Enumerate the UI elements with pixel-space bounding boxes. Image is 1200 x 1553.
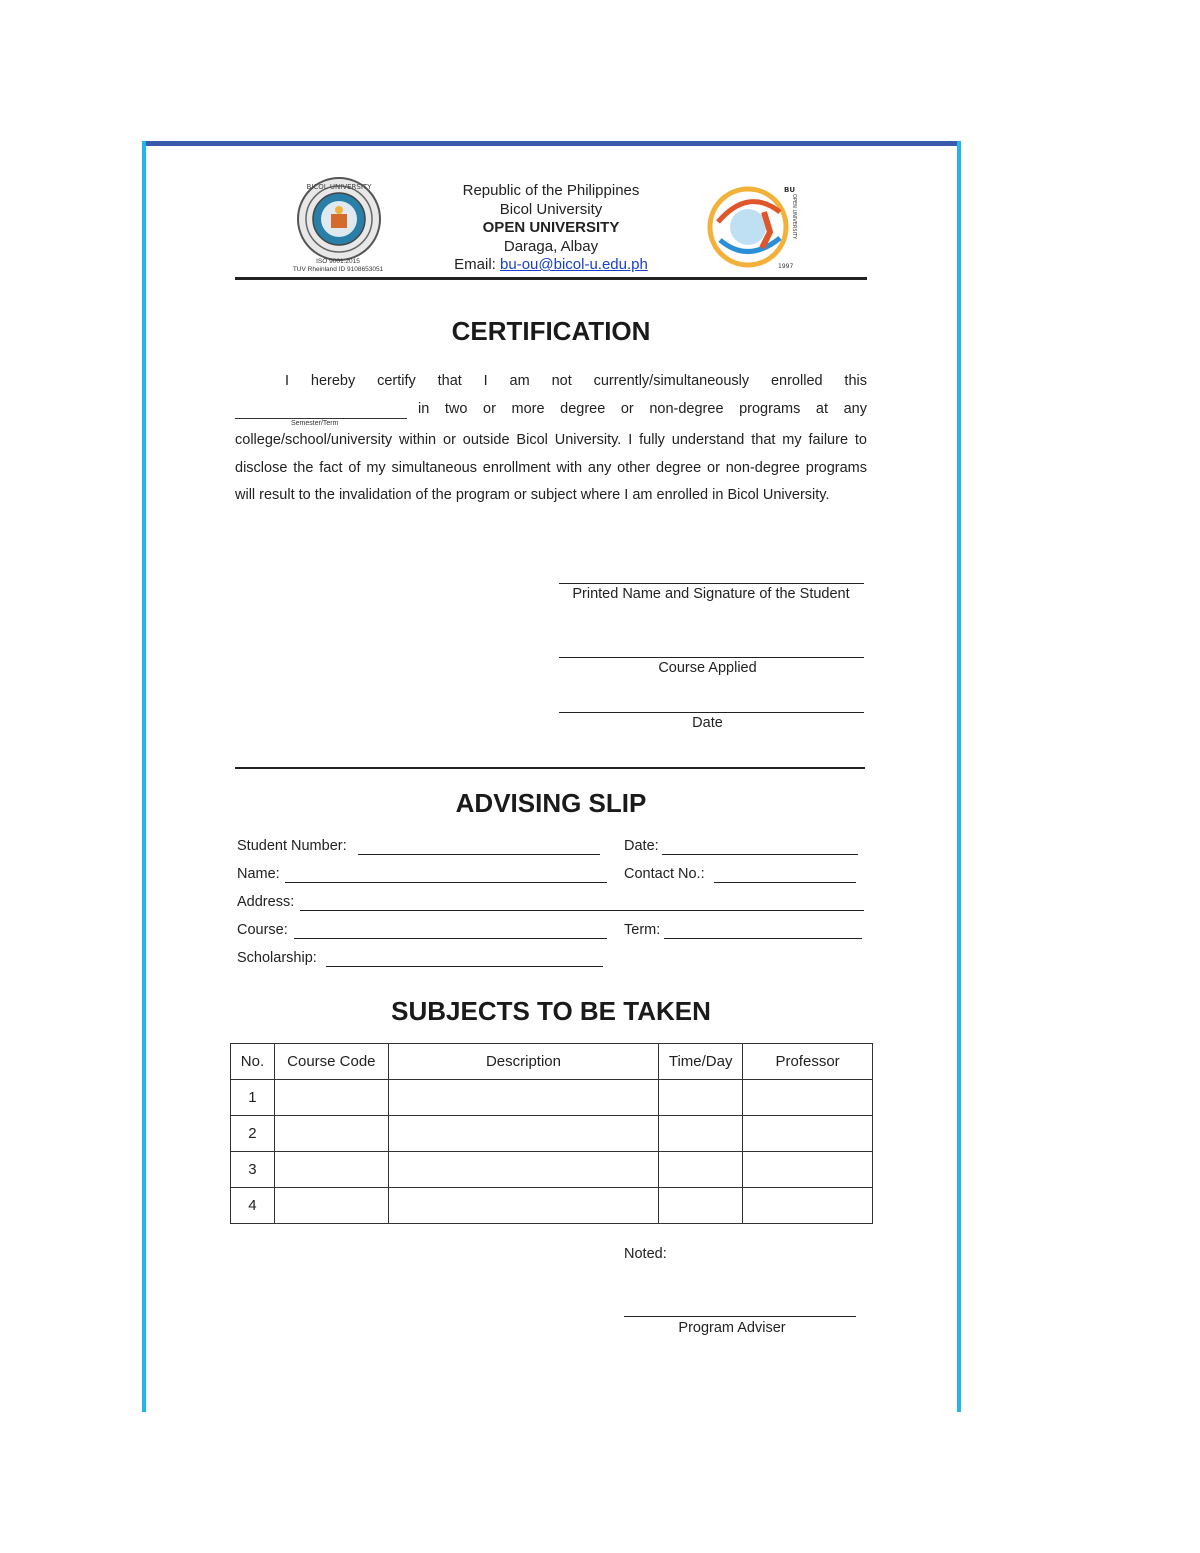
student-signature-label: Printed Name and Signature of the Student [572,586,850,602]
subjects-title: SUBJECTS TO BE TAKEN [391,996,711,1026]
iso-line-1: ISO 9001:2015 [316,258,360,265]
email-label: Email: [454,256,496,273]
course-applied-line[interactable] [559,657,864,658]
time-day-cell[interactable] [659,1188,743,1224]
table-row [231,1116,873,1152]
row-number: 2 [231,1116,275,1152]
time-day-cell[interactable] [659,1080,743,1116]
column-header-description: Description [388,1044,658,1080]
professor-cell[interactable] [743,1116,873,1152]
course-code-cell[interactable] [274,1188,388,1224]
advising-slip-title: ADVISING SLIP [455,788,647,818]
column-header-professor: Professor [743,1044,873,1080]
certification-line-1 [235,373,867,389]
ou-logo-top-text: BU [784,186,796,194]
row-number: 1 [231,1080,275,1116]
description-cell[interactable] [388,1116,658,1152]
table-row [231,1080,873,1116]
iso-certification [280,258,396,274]
certification-line-1-text: I hereby certify that I am not currently/simultaneously enrolled this [285,373,867,389]
row-number: 3 [231,1152,275,1188]
header-email-row [430,256,672,275]
email-link[interactable]: bu-ou@bicol-u.edu.ph [500,256,648,273]
name-label: Name: [237,866,280,882]
date-label: Date: [624,838,659,854]
contact-number-field[interactable] [714,882,856,883]
table-row [231,1188,873,1224]
term-field[interactable] [664,938,862,939]
address-label: Address: [237,894,295,910]
professor-cell[interactable] [743,1080,873,1116]
date-signature-label: Date [692,715,723,731]
program-adviser-signature-line[interactable] [624,1316,856,1317]
frame-top-border [143,141,961,146]
frame-left-border [142,141,146,1412]
student-number-field[interactable] [358,854,600,855]
description-cell[interactable] [388,1080,658,1116]
institution-header [430,182,672,275]
ou-logo-vertical-text: OPEN UNIVERSITY [791,194,797,240]
table-row [231,1152,873,1188]
noted-label: Noted: [624,1246,667,1262]
time-day-cell[interactable] [659,1152,743,1188]
course-code-cell[interactable] [274,1152,388,1188]
header-line-3: OPEN UNIVERSITY [482,219,620,236]
student-number-label: Student Number: [237,838,347,854]
professor-cell[interactable] [743,1188,873,1224]
date-signature-line[interactable] [559,712,864,713]
description-cell[interactable] [388,1152,658,1188]
subjects-table [230,1043,873,1224]
address-field[interactable] [300,910,864,911]
course-code-cell[interactable] [274,1080,388,1116]
frame-right-border [957,141,961,1412]
open-university-logo-icon [706,182,806,272]
course-field[interactable] [294,938,607,939]
description-cell[interactable] [388,1188,658,1224]
header-line-4: Daraga, Albay [503,237,599,255]
bicol-university-seal-icon [296,176,382,262]
course-applied-label: Course Applied [658,660,757,676]
certification-line-2-text: in two or more degree or non-degree programs at any [418,401,867,417]
certification-title: CERTIFICATION [451,316,651,346]
row-number: 4 [231,1188,275,1224]
header-line-1: Republic of the Philippines [462,182,640,199]
course-code-cell[interactable] [274,1116,388,1152]
column-header-no: No. [231,1044,275,1080]
semester-term-blank[interactable] [235,401,407,419]
scholarship-field[interactable] [326,966,603,967]
name-field[interactable] [285,882,607,883]
contact-number-label: Contact No.: [624,866,705,882]
certification-body: college/school/university within or outside Bicol University. I fully understand that my failure to disclose the fact of my simultaneous enrollment with any other degree or non-degree programs will result to the invalidation of the program or subject where I am enrolled in Bicol University. [235,432,867,504]
ou-logo-year: 1997 [778,263,794,270]
semester-term-label: Semester/Term [291,420,339,427]
section-divider [235,767,865,769]
professor-cell[interactable] [743,1152,873,1188]
term-label: Term: [624,922,661,938]
header-divider [235,277,867,280]
course-label: Course: [237,922,288,938]
time-day-cell[interactable] [659,1116,743,1152]
program-adviser-label: Program Adviser [678,1320,786,1336]
iso-line-2: TUV Rheinland ID 9108653051 [292,266,384,273]
student-signature-line[interactable] [559,583,864,584]
scholarship-label: Scholarship: [237,950,317,966]
column-header-course-code: Course Code [274,1044,388,1080]
seal-lettering: BICOL UNIVERSITY [306,183,372,191]
column-header-time-day: Time/Day [659,1044,743,1080]
table-header-row [231,1044,873,1080]
date-field[interactable] [662,854,858,855]
header-line-2: Bicol University [499,200,603,218]
